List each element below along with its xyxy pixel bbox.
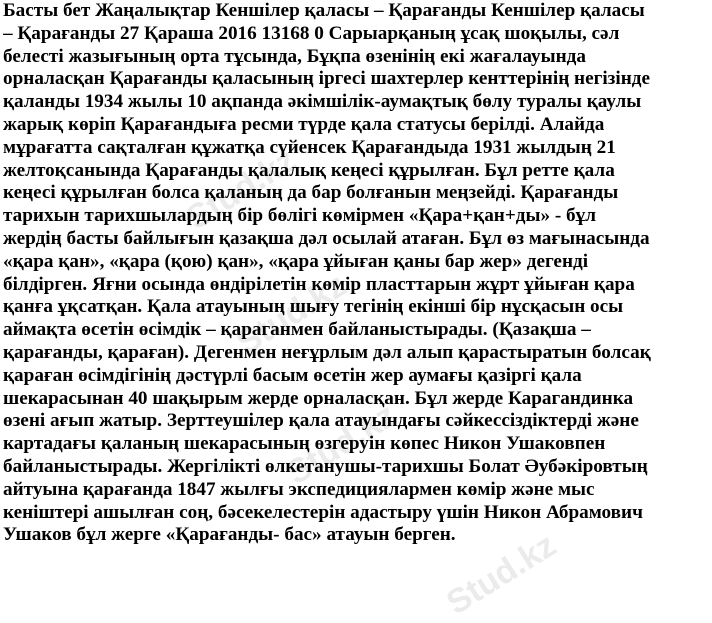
text-line: – Қарағанды 27 Қараша 2016 13168 0 Сарыарқаның ұсақ шоқылы, сәл: [3, 22, 620, 44]
text-line: жарық көріп Қарағандыға ресми түрде қала статусы берілді. Алайда: [3, 113, 605, 135]
watermark: Stud.kz: [440, 525, 563, 623]
text-line: қарағанды, қараған). Дегенмен неғұрлым дәл алып қарастыратын болсақ: [3, 341, 651, 363]
text-line: байланыстырады. Жергілікті өлкетанушы-тарихшы Болат Әубәкіровтың: [3, 455, 648, 477]
watermark: Stud.kz: [280, 395, 403, 493]
text-line: орналасқан Қарағанды қаласының іргесі шахтерлер кенттерінің негізінде: [3, 68, 650, 90]
text-line: тарихын тарихшылардың бір бөлігі көмірмен «Қара+қан+ды» - бұл: [3, 205, 597, 227]
text-line: қаланды 1934 жылы 10 ақпанда әкімшілік-аумақтық бөлу туралы қаулы: [3, 91, 642, 113]
text-line: мұрағатта сақталған құжатқа сүйенсек Қарағандыда 1931 жылдың 21: [3, 136, 616, 158]
text-line: білдірген. Яғни осында өндірілетін көмір пласттарын жұрт ұйыған қара: [3, 273, 635, 295]
text-line: қанға ұқсатқан. Қала атауының шығу тегінің екінші бір нұсқасын осы: [3, 296, 624, 318]
text-line: Басты бет Жаңалықтар Кеншілер қаласы – Қарағанды Кеншілер қаласы: [3, 0, 645, 21]
text-line: Ушаков бұл жерге «Қарағанды- бас» атауын берген.: [3, 524, 456, 546]
text-line: шекарасынан 40 шақырым жерде орналасқан. Бұл жерде Карагандинка: [3, 387, 634, 409]
text-line: айтуына қарағанда 1847 жылғы экспедициялармен көмір және мыс: [3, 478, 595, 500]
watermark: Stud.kz: [230, 265, 353, 363]
text-line: белесті жазығының орта тұсында, Бұқпа өзенінің екі жағалауында: [3, 45, 586, 67]
text-line: картадағы қаланың шекарасының өзгеруін көпес Никон Ушаковпен: [3, 433, 606, 455]
watermark: Stud.kz: [180, 140, 303, 238]
text-line: жердің басты байлығын қазақша дәл осылай атаған. Бұл өз мағынасында: [3, 227, 650, 249]
text-line: кеңесі құрылған болса қаланың да бар болғанын меңзейді. Қарағанды: [3, 182, 619, 204]
text-line: кеніштері ашылған соң, бәсекелестерін адастыру үшін Никон Абрамович: [3, 501, 643, 523]
text-line: «қара қан», «қара (қою) қан», «қара ұйыған қаны бар жер» дегенді: [3, 250, 589, 272]
text-line: өзені ағып жатыр. Зерттеушілер қала атауындағы сәйкессіздіктерді және: [3, 410, 639, 432]
text-line: аймақта өсетін өсімдік – қараганмен байланыстырады. (Қазақша –: [3, 319, 591, 341]
text-line: қараған өсімдігінің дәстүрлі басым өсетін жер аумағы қазіргі қала: [3, 364, 582, 386]
text-line: желтоқсанында Қарағанды қалалық кеңесі құрылған. Бұл ретте қала: [3, 159, 615, 181]
